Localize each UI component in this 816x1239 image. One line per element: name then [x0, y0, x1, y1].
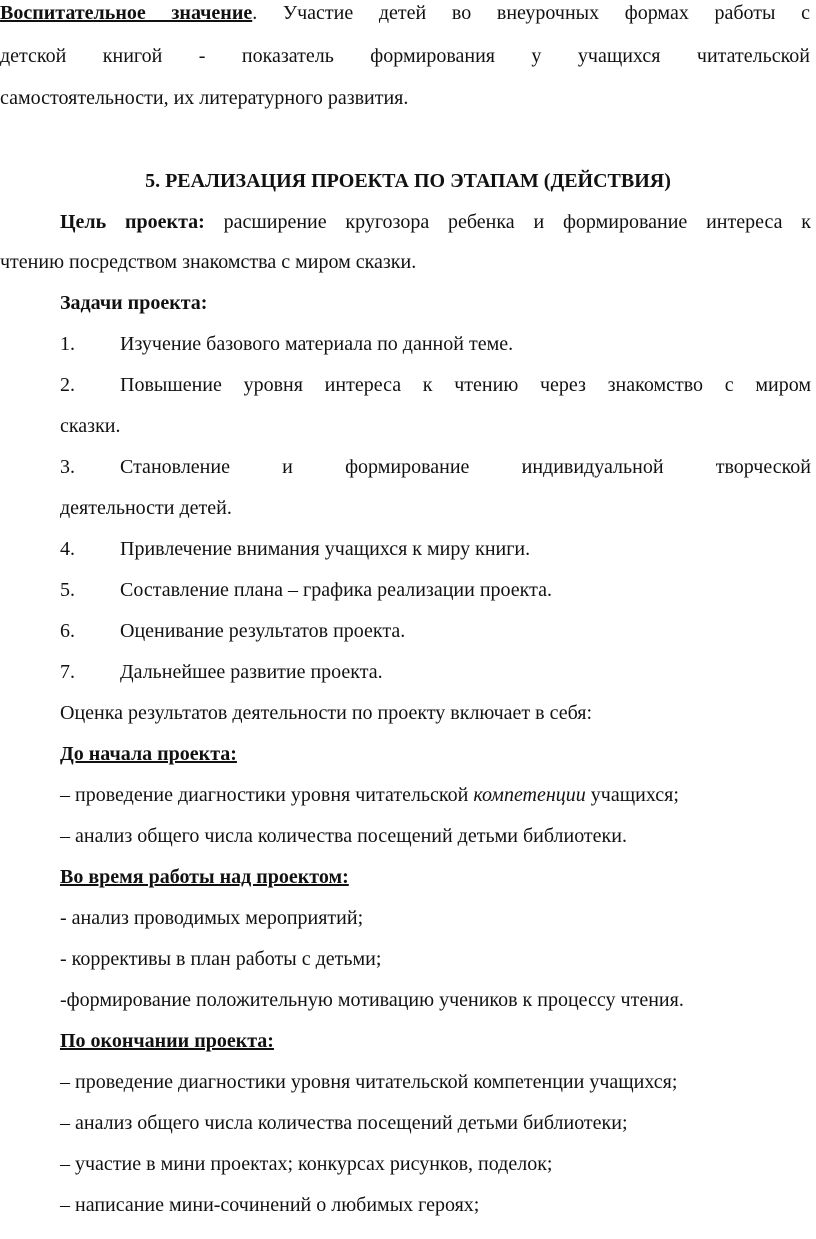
vospitatelnoe-line-1-text: . Участие детей во внеурочных формах работы с [252, 2, 810, 24]
task-number: 1. [60, 333, 75, 355]
evaluation-intro: Оценка результатов деятельности по проекту включает в себя: [60, 702, 593, 724]
task-item-3 [60, 457, 811, 477]
after-item-1: – проведение диагностики уровня читательской компетенции учащихся; [60, 1071, 678, 1093]
task-number: 6. [60, 620, 75, 642]
task-text: Дальнейшее развитие проекта. [120, 661, 383, 683]
vospitatelnoe-label: Воспитательное значение [0, 2, 253, 24]
task-number: 3. [60, 456, 75, 478]
task-text: Повышение уровня интереса к чтению через знакомство с миром [120, 374, 811, 396]
task-number: 4. [60, 538, 75, 560]
task-number: 2. [60, 374, 75, 396]
section-heading: 5. РЕАЛИЗАЦИЯ ПРОЕКТА ПО ЭТАПАМ (ДЕЙСТВИЯ) [145, 170, 671, 192]
task-item-4 [60, 539, 530, 559]
before-item-1-italic: компетенции [473, 784, 586, 806]
task-item-7 [60, 662, 383, 682]
after-item-2: – анализ общего числа количества посещений детьми библиотеки; [60, 1112, 628, 1134]
vospitatelnoe-line-1 [0, 3, 810, 23]
task-text: Привлечение внимания учащихся к миру книги. [120, 538, 531, 560]
vospitatelnoe-line-3: самостоятельности, их литературного развития. [0, 87, 409, 109]
task-text: Изучение базового материала по данной теме. [120, 333, 514, 355]
goal-label: Цель проекта: [60, 211, 205, 233]
task-item-3-cont: деятельности детей. [60, 497, 232, 519]
task-text: Составление плана – графика реализации проекта. [120, 579, 552, 601]
tasks-label: Задачи проекта: [60, 292, 208, 314]
before-item-2: – анализ общего числа количества посещений детьми библиотеки. [60, 825, 627, 847]
task-item-2 [60, 375, 811, 395]
vospitatelnoe-line-2: детской книгой - показатель формирования у учащихся читательской [0, 45, 810, 67]
before-item-1-post: учащихся; [585, 784, 679, 806]
after-item-4: – написание мини-сочинений о любимых героях; [60, 1194, 480, 1216]
during-item-2: - коррективы в план работы с детьми; [60, 948, 382, 970]
task-text: Оценивание результатов проекта. [120, 620, 406, 642]
during-heading: Во время работы над проектом: [60, 866, 349, 888]
task-text: Становление и формирование индивидуальной творческой [120, 456, 811, 478]
task-number: 7. [60, 661, 75, 683]
task-item-1 [60, 334, 513, 354]
during-item-1: - анализ проводимых мероприятий; [60, 907, 364, 929]
before-item-1-pre: – проведение диагностики уровня читательской [60, 784, 474, 806]
goal-line-2: чтению посредством знакомства с миром сказки. [0, 251, 417, 273]
before-heading: До начала проекта: [60, 743, 237, 765]
task-number: 5. [60, 579, 75, 601]
after-item-3: – участие в мини проектах; конкурсах рисунков, поделок; [60, 1153, 553, 1175]
task-item-6 [60, 621, 405, 641]
before-item-1 [60, 785, 679, 805]
goal-line-1 [60, 212, 811, 232]
task-item-5 [60, 580, 552, 600]
after-heading: По окончании проекта: [60, 1030, 274, 1052]
during-item-3: -формирование положительную мотивацию учеников к процессу чтения. [60, 989, 684, 1011]
goal-line-1-text: расширение кругозора ребенка и формирование интереса к [204, 211, 811, 233]
task-item-2-cont: сказки. [60, 415, 121, 437]
